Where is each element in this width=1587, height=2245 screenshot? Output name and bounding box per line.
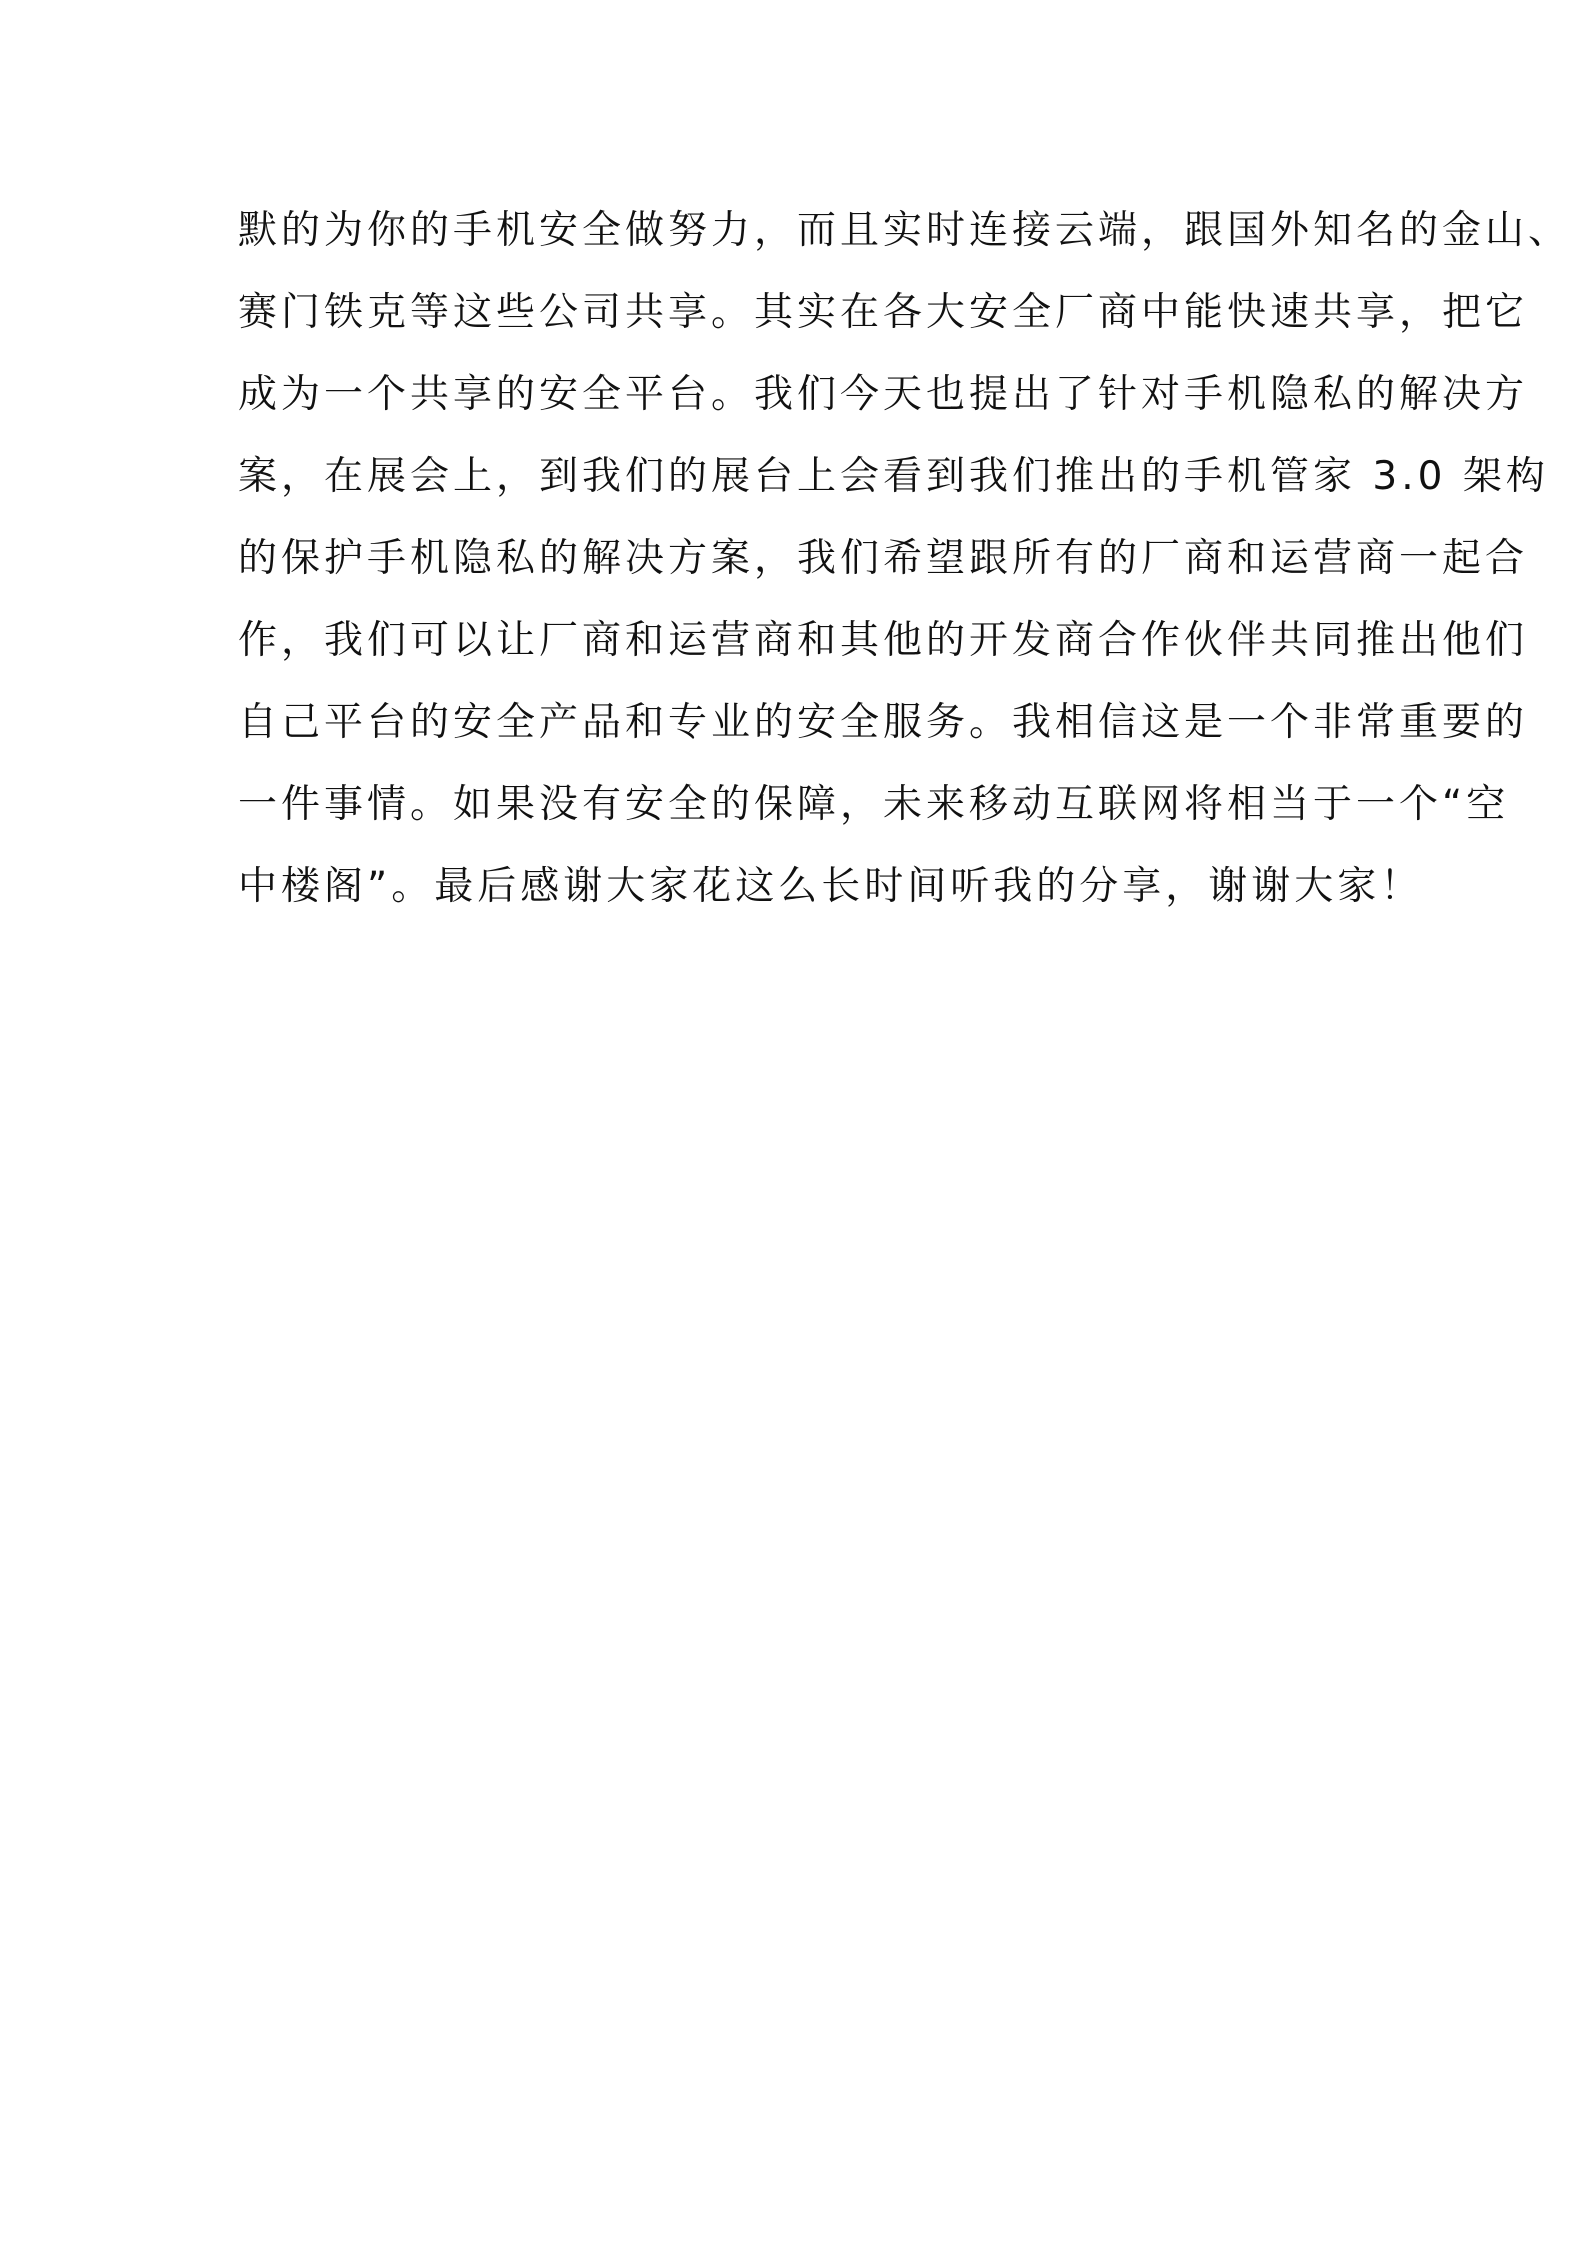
text-line: 案，在展会上，到我们的展台上会看到我们推出的手机管家 3.0 架构: [238, 454, 1549, 499]
text-line: 作，我们可以让厂商和运营商和其他的开发商合作伙伴共同推出他们: [238, 618, 1529, 663]
text-line: 默的为你的手机安全做努力，而且实时连接云端，跟国外知名的金山、: [238, 208, 1572, 253]
text-line: 赛门铁克等这些公司共享。其实在各大安全厂商中能快速共享，把它: [238, 290, 1529, 335]
text-line: 一件事情。如果没有安全的保障，未来移动互联网将相当于一个“空: [238, 782, 1510, 827]
body-paragraph: [238, 200, 1572, 938]
text-line: 中楼阁”。最后感谢大家花这么长时间听我的分享，谢谢大家！: [238, 864, 1424, 909]
text-line: 自己平台的安全产品和专业的安全服务。我相信这是一个非常重要的: [238, 700, 1529, 745]
text-line: 成为一个共享的安全平台。我们今天也提出了针对手机隐私的解决方: [238, 372, 1529, 417]
text-line: 的保护手机隐私的解决方案，我们希望跟所有的厂商和运营商一起合: [238, 536, 1529, 581]
